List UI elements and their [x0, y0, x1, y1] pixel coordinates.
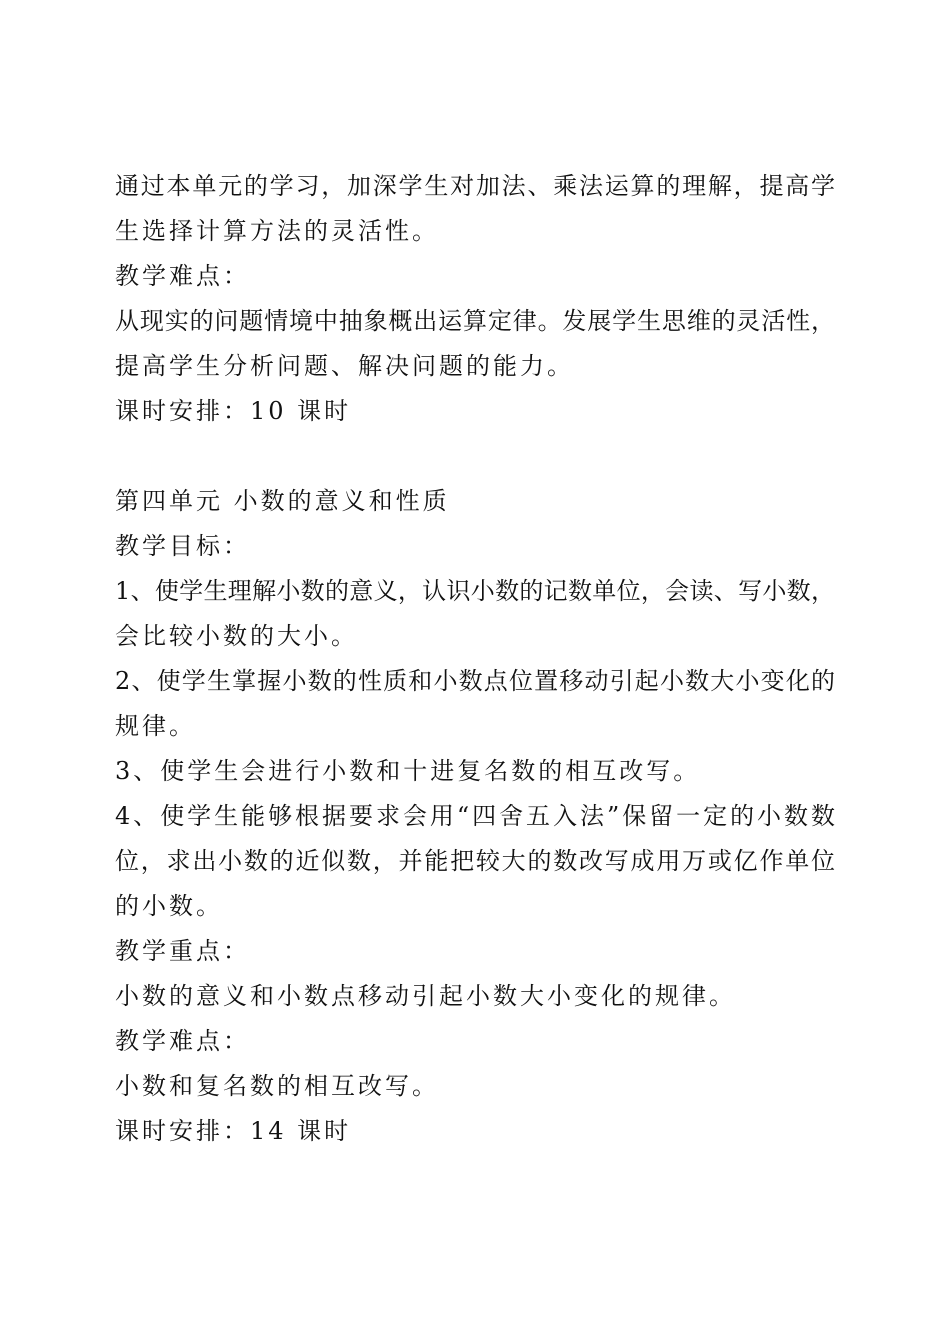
- goal-line: 会比较小数的大小。: [115, 622, 358, 650]
- goal-line: 1、使学生理解小数的意义，认识小数的记数单位，会读、写小数，: [115, 577, 835, 605]
- goal-line: 3、使学生会进行小数和十进复名数的相互改写。: [115, 757, 701, 785]
- goal-line: 的小数。: [115, 892, 223, 920]
- paragraph-line: 生选择计算方法的灵活性。: [115, 217, 439, 245]
- section-heading: 教学目标：: [115, 532, 250, 560]
- paragraph-line: 小数和复名数的相互改写。: [115, 1072, 439, 1100]
- schedule-line: 课时安排：14 课时: [115, 1117, 352, 1145]
- goal-line: 规律。: [115, 712, 196, 740]
- unit-title: 第四单元 小数的意义和性质: [115, 487, 450, 515]
- paragraph-line: 提高学生分析问题、解决问题的能力。: [115, 352, 574, 380]
- schedule-line: 课时安排：10 课时: [115, 397, 352, 425]
- goal-line: 位，求出小数的近似数，并能把较大的数改写成用万或亿作单位: [115, 847, 835, 875]
- paragraph-line: 小数的意义和小数点移动引起小数大小变化的规律。: [115, 982, 736, 1010]
- goal-line: 4、使学生能够根据要求会用“四舍五入法”保留一定的小数数: [115, 802, 835, 830]
- blank-line: [115, 434, 835, 479]
- section-heading: 教学难点：: [115, 262, 250, 290]
- section-heading: 教学重点：: [115, 937, 250, 965]
- paragraph-line: 通过本单元的学习，加深学生对加法、乘法运算的理解，提高学: [115, 172, 835, 200]
- paragraph-line: 从现实的问题情境中抽象概出运算定律。发展学生思维的灵活性，: [115, 307, 835, 335]
- goal-line: 2、使学生掌握小数的性质和小数点位置移动引起小数大小变化的: [115, 667, 835, 695]
- document-body: [115, 164, 835, 1154]
- section-heading: 教学难点：: [115, 1027, 250, 1055]
